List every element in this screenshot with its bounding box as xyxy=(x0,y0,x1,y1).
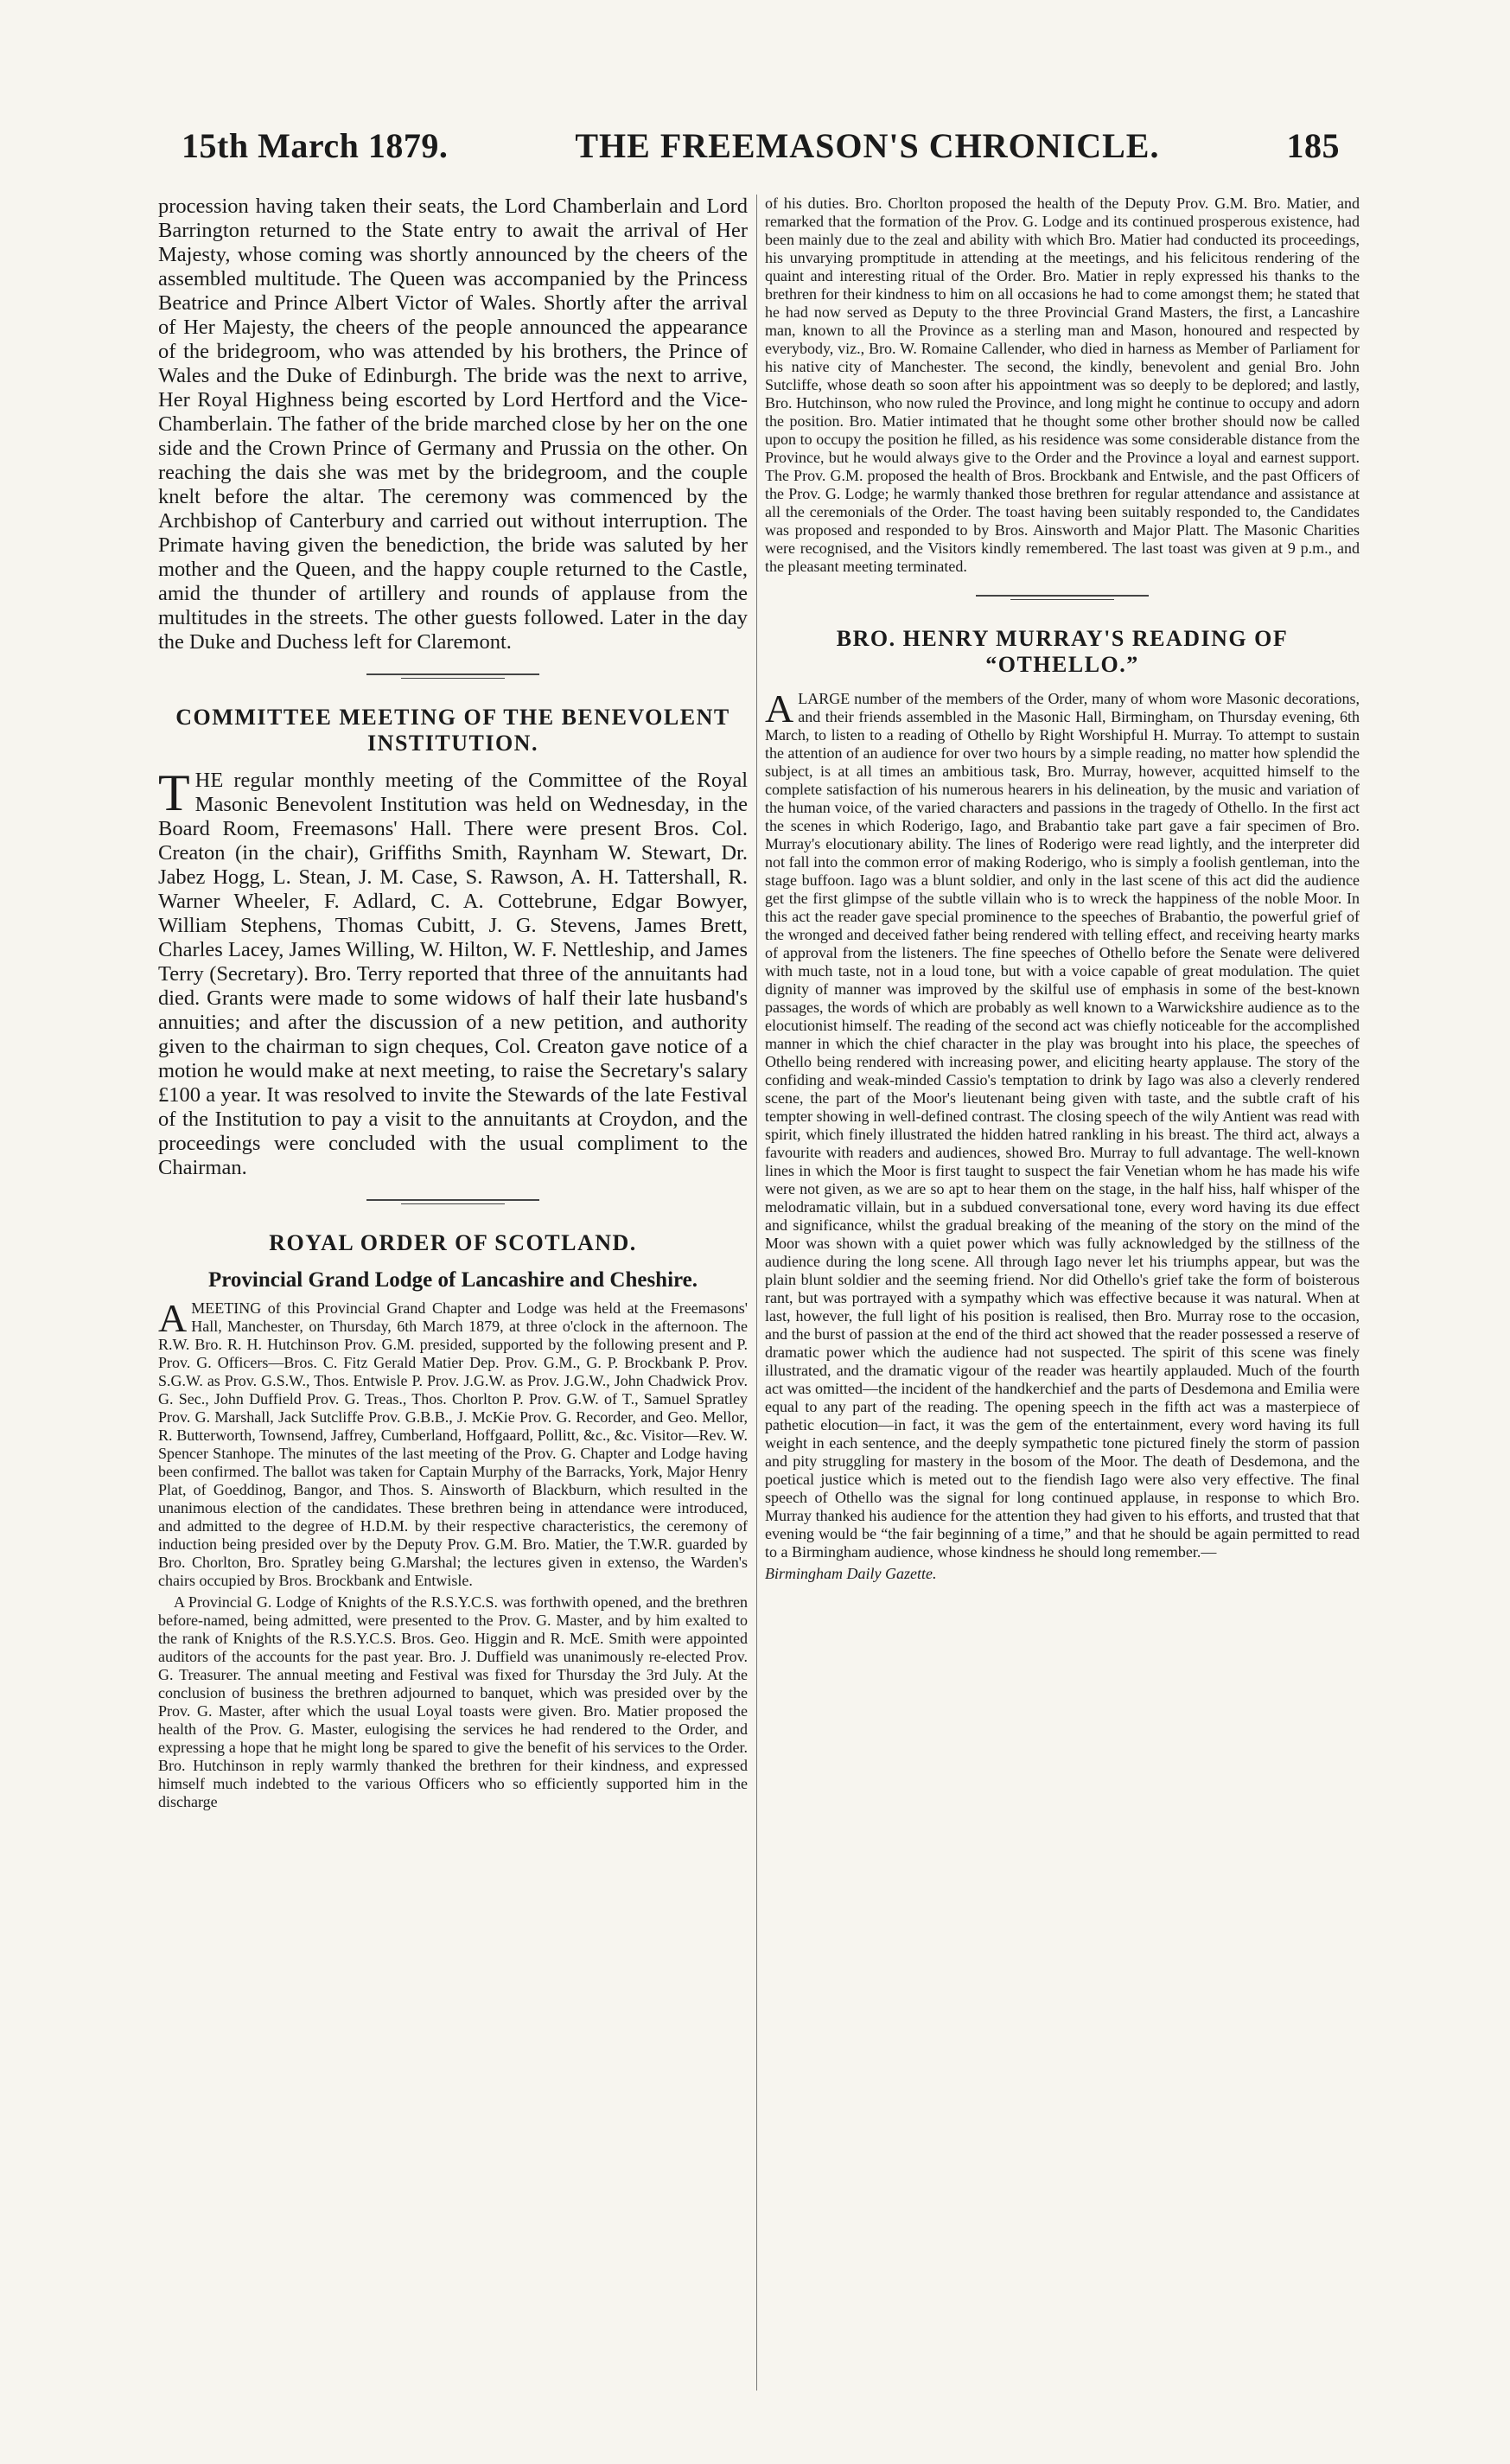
section-rule xyxy=(366,1199,539,1201)
royal-order-subheading: Provincial Grand Lodge of Lancashire and Cheshire. xyxy=(207,1268,698,1292)
section-rule xyxy=(976,595,1149,597)
committee-dropcap: T xyxy=(158,764,190,821)
royal-order-dropcap: A xyxy=(158,1296,188,1340)
masthead-title: THE FREEMASON'S CHRONICLE. xyxy=(575,126,1160,165)
royal-order-heading: ROYAL ORDER OF SCOTLAND. xyxy=(269,1230,637,1255)
wedding-continuation: procession having taken their seats, the Lord Chamberlain and Lord Barrington returned to the State entry to await the arrival of Her Majesty, whose coming was shortly announced by the cheers of the assembled multitude. The Queen was accompanied by the Princess Beatrice and Prince Albert Victor of Wales. Shortly after the arrival of Her Majesty, the cheers of the people announced the appearance of the bridegroom, who was attended by his brothers, the Prince of Wales and the Duke of Edinburgh. The bride was the next to arrive, Her Royal Highness being escorted by Lord Hertford and the Vice-Chamberlain. The father of the bride marched close by her on the one side and the Crown Prince of Germany and Prussia on the other. On reaching the dais she was met by the bridegroom, and the couple knelt before the altar. The ceremony was commenced by the Archbishop of Canterbury and carried out without interruption. The Primate having given the benediction, the bride was saluted by her mother and the Queen, and the happy couple returned to the Castle, amid the thunder of artillery and rounds of applause from the multitudes in the streets. The other guests followed. Later in the day the Duke and Duchess left for Claremont. xyxy=(158,195,748,654)
right-column xyxy=(765,195,1360,1586)
page-header xyxy=(182,125,1340,177)
othello-body: LARGE number of the members of the Order, many of whom wore Masonic decorations, and their friends assembled in the Masonic Hall, Birmingham, on Thursday evening, 6th March, to listen to a reading of Othello by Right Worshipful H. Murray. To attempt to sustain the attention of an audience for over two hours by a simple reading, no matter how splendid the subject, is at all times an ambitious task, Bro. Murray, however, acquitted himself to the complete satisfaction of his numerous hearers in his delineation, by the music and variation of the human voice, of the varied characters and passions in the tragedy of Othello. In the first act the scenes in which Roderigo, Iago, and Brabantio take part gave a fair specimen of Bro. Murray's elocutionary ability. The lines of Roderigo were read lightly, and the interpreter did not fall into the common error of making Roderigo, who is simply a foolish gentleman, into the stage buffoon. Iago was a blunt soldier, and only in the last scene of this act did the audience get the first glimpse of the subtle villain who is to wreck the happiness of the noble Moor. In this act the reader gave special prominence to the speeches of Brabantio, the powerful grief of the wronged and deceived father being rendered with telling effect, and receiving hearty marks of approval from the listeners. The fine speeches of Othello before the Senate were delivered with much taste, not in a loud tone, but with a voice capable of great modulation. The quiet dignity of manner was improved by the skilful use of emphasis in some of the best-known passages, the words of which are probably as well known to a Warwickshire audience as to the elocutionist himself. The reading of the second act was chiefly noticeable for the accomplished manner in which the chief character in the play was brought into his place, the speeches of Othello being rendered with increasing power, and eliciting hearty applause. The story of the confiding and weak-minded Cassio's temptation to drink by Iago was also a cleverly rendered scene, the part of the Moor's lieutenant being given with taste, and the subtle craft of his tempter showing in well-defined contrast. The closing speech of the wily Antient was read with spirit, which finely illustrated the hidden hatred rankling in his breast. The third act, always a favourite with readers and audiences, showed Bro. Murray to full advantage. The well-known lines in which the Moor is first taught to suspect the fair Venetian whom he has made his wife were not given, as we are so apt to hear them on the stage, in the half hiss, half whisper of the melodramatic villain, but in a subdued conversational tone, every word having its due effect and significance, whilst the gradual breaking of the meaning of the story on the mind of the Moor was shown with a quiet power which was fully acknowledged by the stillness of the audience during the long scene. All through Iago never let his triumphs appear, but was the plain blunt soldier and the seeming friend. Nor did Othello's grief take the form of boisterous rant, but was portrayed with a sympathy which was effective because it was natural. When at last, however, the full light of his position is realised, then Bro. Murray rose to the occasion, and the burst of passion at the end of the third act showed that the reader possessed a reserve of dramatic power which the audience had not suspected. The spirit of this scene was finely illustrated, and the dramatic vigour of the reader was heartily applauded. Much of the fourth act was omitted—the incident of the handkerchief and the parts of Desdemona and Emilia were equal to any part of the reading. The opening speech in the fifth act was a masterpiece of pathetic elocution—in fact, it was the gem of the entertainment, every word having its full weight in each sentence, and the deeply sympathetic tone pictured finely the storm of passion and pity struggling for mastery in the bosom of the Moor. The death of Desdemona, and the poetical justice which is meted out to the fiendish Iago were also very effective. The final speech of Othello was the signal for long continued applause, in response to which Bro. Murray thanked his audience for the attention they had given to his efforts, and trusted that that evening would be “the fair beginning of a time,” and that he should be again permitted to read to a Birmingham audience, whose kindness he should long remember.— xyxy=(765,690,1360,1561)
section-rule xyxy=(366,673,539,675)
column-divider xyxy=(756,195,757,2391)
royal-order-body-1: MEETING of this Provincial Grand Chapter and Lodge was held at the Freemasons' Hall, Manchester, on Thursday, 6th March 1879, at three o'clock in the afternoon. The R.W. Bro. R. H. Hutchinson Prov. G.M. presided, supported by the following present and P. Prov. G. Officers—Bros. C. Fitz Gerald Matier Dep. Prov. G.M., G. P. Brockbank P. Prov. S.G.W. as Prov. G.S.W., Thos. Entwisle P. Prov. J.G.W. as Prov. J.G.W., John Chadwick Prov. G. Sec., John Duffield Prov. G. Treas., Thos. Chorlton P. Prov. G.W. of T., Samuel Spratley Prov. G. Marshall, Jack Sutcliffe Prov. G.B.B., J. McKie Prov. G. Recorder, and Geo. Mellor, R. Butterworth, Townsend, Jaffrey, Cumberland, Hoffgaard, Pollitt, &c., &c. Visitor—Rev. W. Spencer Stanhope. The minutes of the last meeting of the Prov. G. Chapter and Lodge having been confirmed. The ballot was taken for Captain Murphy of the Barracks, York, Major Henry Plat, of Goeddinog, Bangor, and Thos. S. Ainsworth of Blackburn, which resulted in the unanimous election of the candidates. These brethren being in attendance were introduced, and admitted to the degree of H.D.M. by their respective characteristics, the ceremony of induction being presided over by the Deputy Prov. G.M. Bro. Matier, the T.W.R. guarded by Bro. Chorlton, Bro. Spratley being G.Marshal; the lectures given in extenso, the Warden's chairs occupied by Bros. Brockbank and Entwisle. xyxy=(158,1299,748,1589)
committee-article xyxy=(158,764,748,1180)
committee-heading: COMMITTEE MEETING OF THE BENEVOLENT INSTITUTION. xyxy=(175,705,730,756)
royal-order-paragraph-1 xyxy=(158,1296,748,1590)
page-number: 185 xyxy=(1286,126,1340,165)
othello-heading: BRO. HENRY MURRAY'S READING OF “OTHELLO.” xyxy=(836,626,1289,677)
royal-order-continuation: of his duties. Bro. Chorlton proposed the health of the Deputy Prov. G.M. Bro. Matier, and remarked that the formation of the Prov. G. Lodge and its continued prosperous existence, had been mainly due to the zeal and ability with which Bro. Matier had conducted its proceedings, his unvarying promptitude in attending at the meetings, and his felicitous rendering of the quaint and interesting ritual of the Order. Bro. Matier in reply expressed his thanks to the brethren for their kindness to him on all occasions he had to come amongst them; he stated that he had now served as Deputy to the three Provincial Grand Masters, the first, a Lancashire man, known to all the Province as a sterling man and Mason, honoured and respected by everybody, viz., Bro. W. Romaine Callender, who died in harness as Member of Parliament for his native city of Manchester. The second, the kindly, benevolent and genial Bro. John Sutcliffe, whose death so soon after his appointment was so deeply to be deplored; and lastly, Bro. Hutchinson, who now ruled the Province, and long might he continue to occupy and adorn the position. Bro. Matier intimated that he thought some other brother should now be called upon to occupy the position he filled, as his residence was some considerable distance from the Province, but he would always give to the Order and the Province a loyal and earnest support. The Prov. G.M. proposed the health of Bros. Brockbank and Entwisle, and the past Officers of the Prov. G. Lodge; he warmly thanked those brethren for regular attendance and assistance at all the ceremonials of the Order. The toast having been suitably responded to, the Candidates was proposed and responded to by Bros. Ainsworth and Major Platt. The Masonic Charities were recognised, and the Visitors kindly remembered. The last toast was given at 9 p.m., and the pleasant meeting terminated. xyxy=(765,195,1360,575)
issue-date: 15th March 1879. xyxy=(182,126,449,165)
left-column xyxy=(158,195,748,1815)
article-source: Birmingham Daily Gazette. xyxy=(765,1565,937,1582)
othello-article xyxy=(765,686,1360,1561)
royal-order-paragraph-2: A Provincial G. Lodge of Knights of the R.S.Y.C.S. was forthwith opened, and the brethren before-named, being admitted, were presented to the Prov. G. Master, and by him exalted to the rank of Knights of the R.S.Y.C.S. Bros. Geo. Higgin and R. McE. Smith were appointed auditors of the accounts for the past year. Bro. J. Duffield was unanimously re-elected Prov. G. Treasurer. The annual meeting and Festival was fixed for Thursday the 3rd July. At the conclusion of business the brethren adjourned to banquet, which was presided over by the Prov. G. Master, after which the usual Loyal toasts were given. Bro. Matier proposed the health of the Prov. G. Master, eulogising the services he had rendered to the Order, and expressing a hope that he might long be spared to give the benefit of his services to the Order. Bro. Hutchinson in reply warmly thanked the brethren for their kindness, and expressed himself much indebted to the various Officers who so efficiently supported him in the discharge xyxy=(158,1593,748,1810)
othello-dropcap: A xyxy=(765,686,794,731)
committee-body: HE regular monthly meeting of the Committee of the Royal Masonic Benevolent Institution was held on Wednesday, in the Board Room, Freemasons' Hall. There were present Bros. Col. Creaton (in the chair), Griffiths Smith, Raynham W. Stewart, Dr. Jabez Hogg, L. Stean, J. M. Case, S. Rawson, A. H. Tattershall, R. Warner Wheeler, F. Adlard, C. A. Cottebrune, Edgar Bowyer, William Stephens, Thomas Cubitt, J. G. Stevens, James Brett, Charles Lacey, James Willing, W. Hilton, W. F. Nettleship, and James Terry (Secretary). Bro. Terry reported that three of the annuitants had died. Grants were made to some widows of half their late husband's annuities; and after the discussion of a new petition, and authority given to the chairman to sign cheques, Col. Creaton gave notice of a motion he would make at next meeting, to raise the Secretary's salary £100 a year. It was resolved to invite the Stewards of the late Festival of the Institution to pay a visit to the annuitants at Croydon, and the proceedings were concluded with the usual compliment to the Chairman. xyxy=(158,769,748,1179)
